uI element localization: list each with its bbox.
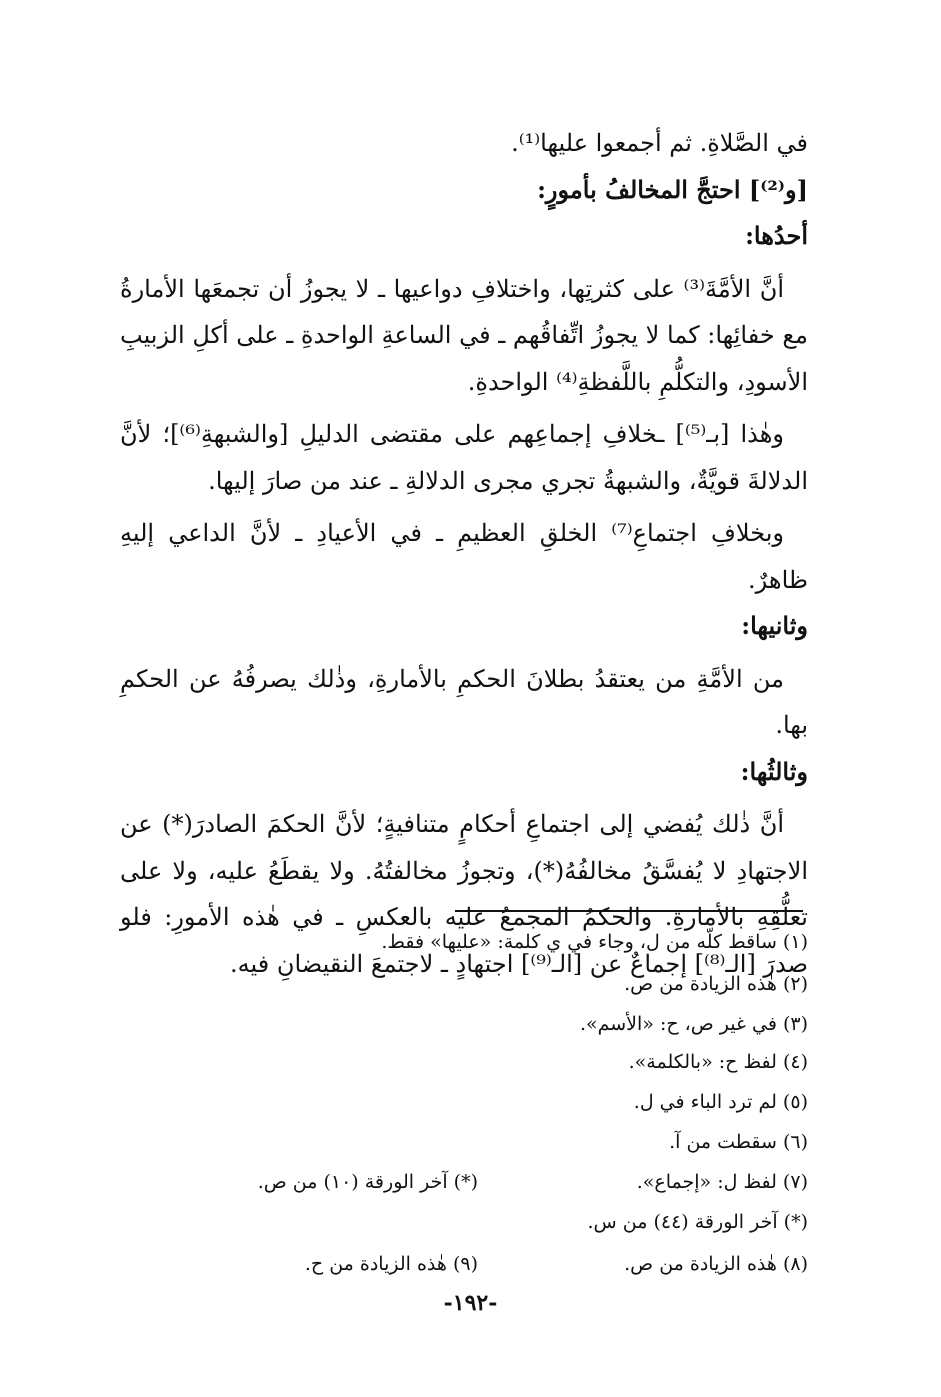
paragraph: وهٰذا [بـ⁽⁵⁾] ـخلافِ إجماعِهم على مقتضى الدليلِ [والشبهةِ⁽⁶⁾]؛ لأنَّ الدلالةَ قويَّةٌ، والشبهةُ تجري مجرى الدلالةِ ـ عند من صارَ إليها.	[120, 420, 808, 495]
footnote: (*) آخر الورقة (٤٤) من س.	[587, 1211, 808, 1233]
section-heading: أحدُها:	[745, 221, 808, 250]
footnote: (٦) سقطت من آ.	[669, 1131, 808, 1153]
paragraph: أنَّ الأمَّةَ⁽³⁾ على كثرتِها، واختلافِ دواعيها ـ لا يجوزُ أن تجمعَها الأمارةُ مع خفائِها: كما لا يجوزُ اتِّفاقُهم ـ في الساعةِ الواحدةِ ـ على أكلِ الزبيبِ الأسودِ، والتكلُّمِ باللَّفظةِ⁽⁴⁾ الواحدةِ.	[120, 274, 808, 396]
section-heading: وثانيها:	[741, 611, 808, 640]
section-heading: وثالثُها:	[740, 756, 808, 786]
footnote: (*) آخر الورقة (١٠) من ص.	[257, 1171, 478, 1193]
text-line: في الصَّلاةِ. ثم أجمعوا عليها⁽¹⁾.	[511, 129, 808, 157]
footnote: (٣) في غير ص، ح: «الأسم».	[579, 1013, 808, 1035]
footnote: (١) ساقط كلّه من ل، وجاء في ي كلمة: «عليها» فقط.	[381, 931, 808, 953]
footnote: (٩) هٰذه الزيادة من ح.	[304, 1253, 478, 1275]
paragraph: أنَّ ذٰلك يُفضي إلى اجتماعِ أحكامٍ متنافيةٍ؛ لأنَّ الحكمَ الصادرَ(*) عن الاجتهادِ لا يُفسَّقُ مخالفُهُ(*)، وتجوزُ مخالفتُهُ. ولا يقطَعُ عليه، ولا على تعلُّقِهِ بالأمارةِ. والحكمُ المجمعُ عليه بالعكسِ ـ في هٰذه الأمورِ: فلو صدرَ [الـ⁽⁸⁾] إجماعٌ عن [الـ⁽⁹⁾] اجتهادٍ ـ لاجتمعَ النقيضانِ فيه.	[120, 810, 808, 978]
paragraph: من الأمَّةِ من يعتقدُ بطلانَ الحكمِ بالأمارةِ، وذٰلك يصرفُهُ عن الحكمِ بها.	[120, 664, 808, 739]
paragraph: وبخلافِ اجتماعِ⁽⁷⁾ الخلقِ العظيمِ ـ في الأعيادِ ـ لأنَّ الداعي إليهِ ظاهرٌ.	[120, 519, 808, 594]
page-number: -١٩٢-	[443, 1290, 498, 1316]
footnote: (٢) هٰذه الزيادة من ص.	[624, 973, 808, 995]
footnote-separator	[455, 910, 803, 912]
footnote: (٨) هٰذه الزيادة من ص.	[624, 1253, 808, 1275]
footnote: (٥) لم ترد الباء في ل.	[633, 1091, 808, 1113]
footnote: (٧) لفظ ل: «إجماع».	[636, 1171, 808, 1193]
section-heading: [و⁽²⁾] احتجَّ المخالفُ بأمورٍ:	[537, 174, 808, 204]
footnote: (٤) لفظ ح: «بالكلمة».	[628, 1051, 808, 1073]
main-text	[120, 120, 808, 987]
